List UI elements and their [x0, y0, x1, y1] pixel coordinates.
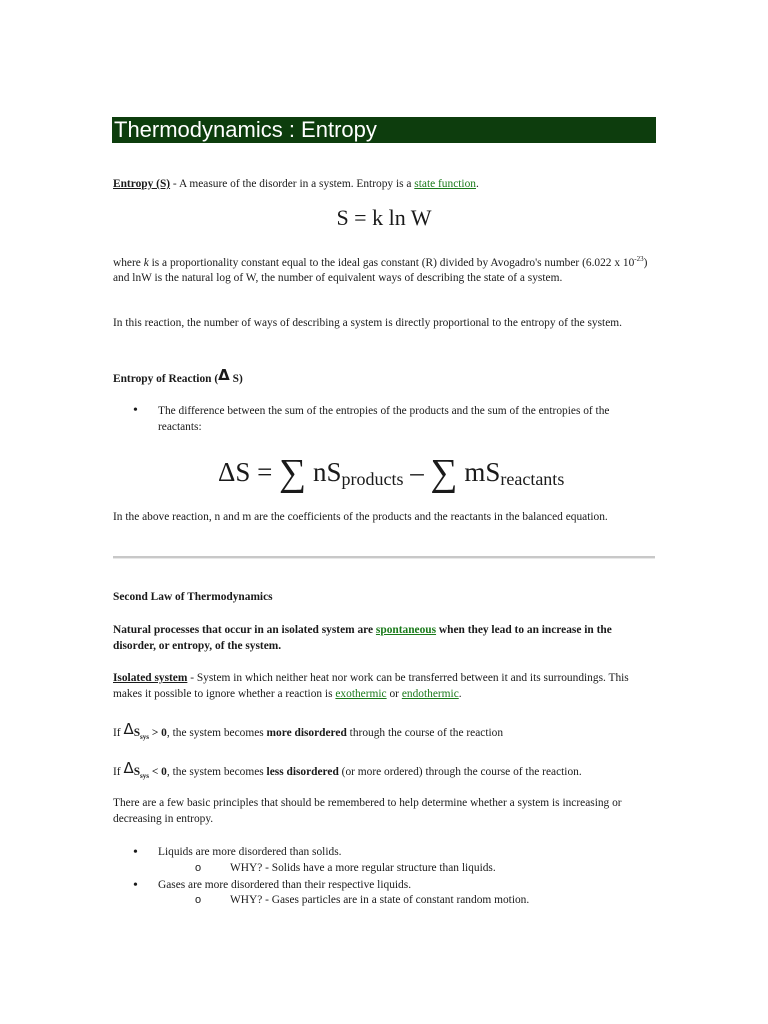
isolated-end: . — [458, 687, 462, 700]
natural-post: when they lead to an increase in the disorder, or entropy, of the system. — [113, 624, 612, 652]
sum-icon: ∑ — [430, 452, 458, 494]
if-negative-statement — [113, 761, 673, 785]
if-mid: , the system becomes — [166, 766, 267, 778]
entropy-reaction-pre: Entropy of Reaction ( — [113, 373, 219, 385]
delta-symbol: Δ — [123, 720, 134, 738]
where-text-1: where — [113, 256, 144, 269]
if-mid: , the system becomes — [166, 727, 267, 739]
where-paragraph — [113, 252, 648, 287]
s-symbol: S — [133, 727, 141, 739]
if-text: If — [113, 727, 124, 739]
entropy-reaction-post: S) — [229, 373, 243, 385]
reaction-note: In this reaction, the number of ways of describing a system is directly proportional to the entropy of the system. — [113, 317, 622, 329]
horizontal-divider — [113, 556, 655, 559]
bullet-difference: The difference between the sum of the entropies of the products and the sum of the entropies of the reactants: — [158, 405, 610, 433]
bullet-icon: • — [133, 403, 138, 418]
principles-paragraph: There are a few basic principles that should be remembered to help determine whether a system is increasing or decreasing in entropy. — [113, 797, 622, 825]
exothermic-link[interactable]: exothermic — [335, 687, 387, 700]
bullet-icon: • — [133, 878, 138, 893]
delta-symbol: Δ — [123, 759, 134, 777]
k-symbol: k — [143, 256, 149, 269]
entropy-of-reaction-formula — [218, 452, 564, 498]
formula-reactants: reactants — [500, 469, 565, 489]
second-law-heading: Second Law of Thermodynamics — [113, 591, 273, 603]
formula-ns: nS — [306, 457, 342, 487]
natural-processes-statement — [113, 623, 648, 654]
bullet-icon: • — [133, 845, 138, 860]
state-function-link[interactable]: state function — [414, 178, 476, 190]
coefficient-note: In the above reaction, n and m are the coefficients of the products and the reactants in the balanced equation. — [113, 511, 608, 523]
isolated-system-term: Isolated system — [113, 672, 188, 684]
sys-subscript: sys — [140, 733, 149, 741]
if-end: (or more ordered) through the course of the reaction. — [338, 766, 582, 778]
delta-symbol: Δ — [218, 366, 230, 384]
spontaneous-link[interactable]: spontaneous — [375, 624, 437, 636]
formula-minus: – — [403, 457, 431, 487]
circle-bullet-icon: o — [195, 894, 202, 906]
isolated-or: or — [386, 687, 402, 700]
if-positive-statement — [113, 722, 673, 746]
sys-subscript: sys — [140, 772, 149, 780]
entropy-definition-end: . — [475, 178, 479, 190]
list-item-gases: Gases are more disordered than their respective liquids. — [158, 879, 412, 891]
isolated-system-definition — [113, 671, 648, 702]
condition-positive: > 0 — [149, 727, 167, 739]
natural-pre: Natural processes that occur in an isolated system are — [113, 624, 376, 636]
circle-bullet-icon: o — [195, 862, 202, 874]
entropy-definition — [113, 177, 648, 193]
avogadro-exponent: -23 — [634, 255, 644, 263]
list-subitem-gases: WHY? - Gases particles are in a state of constant random motion. — [230, 894, 530, 906]
condition-negative: < 0 — [149, 766, 167, 778]
entropy-definition-text: - A measure of the disorder in a system. Entropy is a — [170, 178, 415, 190]
list-item-liquids: Liquids are more disordered than solids. — [158, 846, 342, 858]
endothermic-link[interactable]: endothermic — [401, 687, 459, 700]
where-text-3: ) and lnW is the natural log of W, the number of equivalent ways of describing the state of a system. — [113, 256, 648, 285]
boltzmann-formula: S = k ln W — [336, 205, 432, 230]
formula-ms: mS — [457, 457, 501, 487]
if-end: through the course of the reaction — [346, 727, 504, 739]
less-disordered: less disordered — [266, 766, 339, 778]
sum-icon: ∑ — [279, 452, 307, 494]
entropy-reaction-heading — [113, 368, 648, 388]
more-disordered: more disordered — [266, 727, 347, 739]
isolated-text: - System in which neither heat nor work can be transferred between it and its surroundings. This makes it possible to ignore whether a reaction is — [113, 672, 629, 700]
if-text: If — [113, 766, 124, 778]
page-title: Thermodynamics : Entropy — [112, 117, 656, 143]
s-symbol: S — [133, 766, 141, 778]
formula-products: products — [341, 469, 404, 489]
where-text-2: is a proportionality constant equal to the ideal gas constant (R) divided by Avogadro's number (6.022 x 10 — [148, 256, 635, 269]
formula-lhs: ΔS = — [218, 457, 280, 487]
list-subitem-solids: WHY? - Solids have a more regular structure than liquids. — [230, 862, 496, 874]
entropy-term: Entropy (S) — [113, 178, 171, 190]
